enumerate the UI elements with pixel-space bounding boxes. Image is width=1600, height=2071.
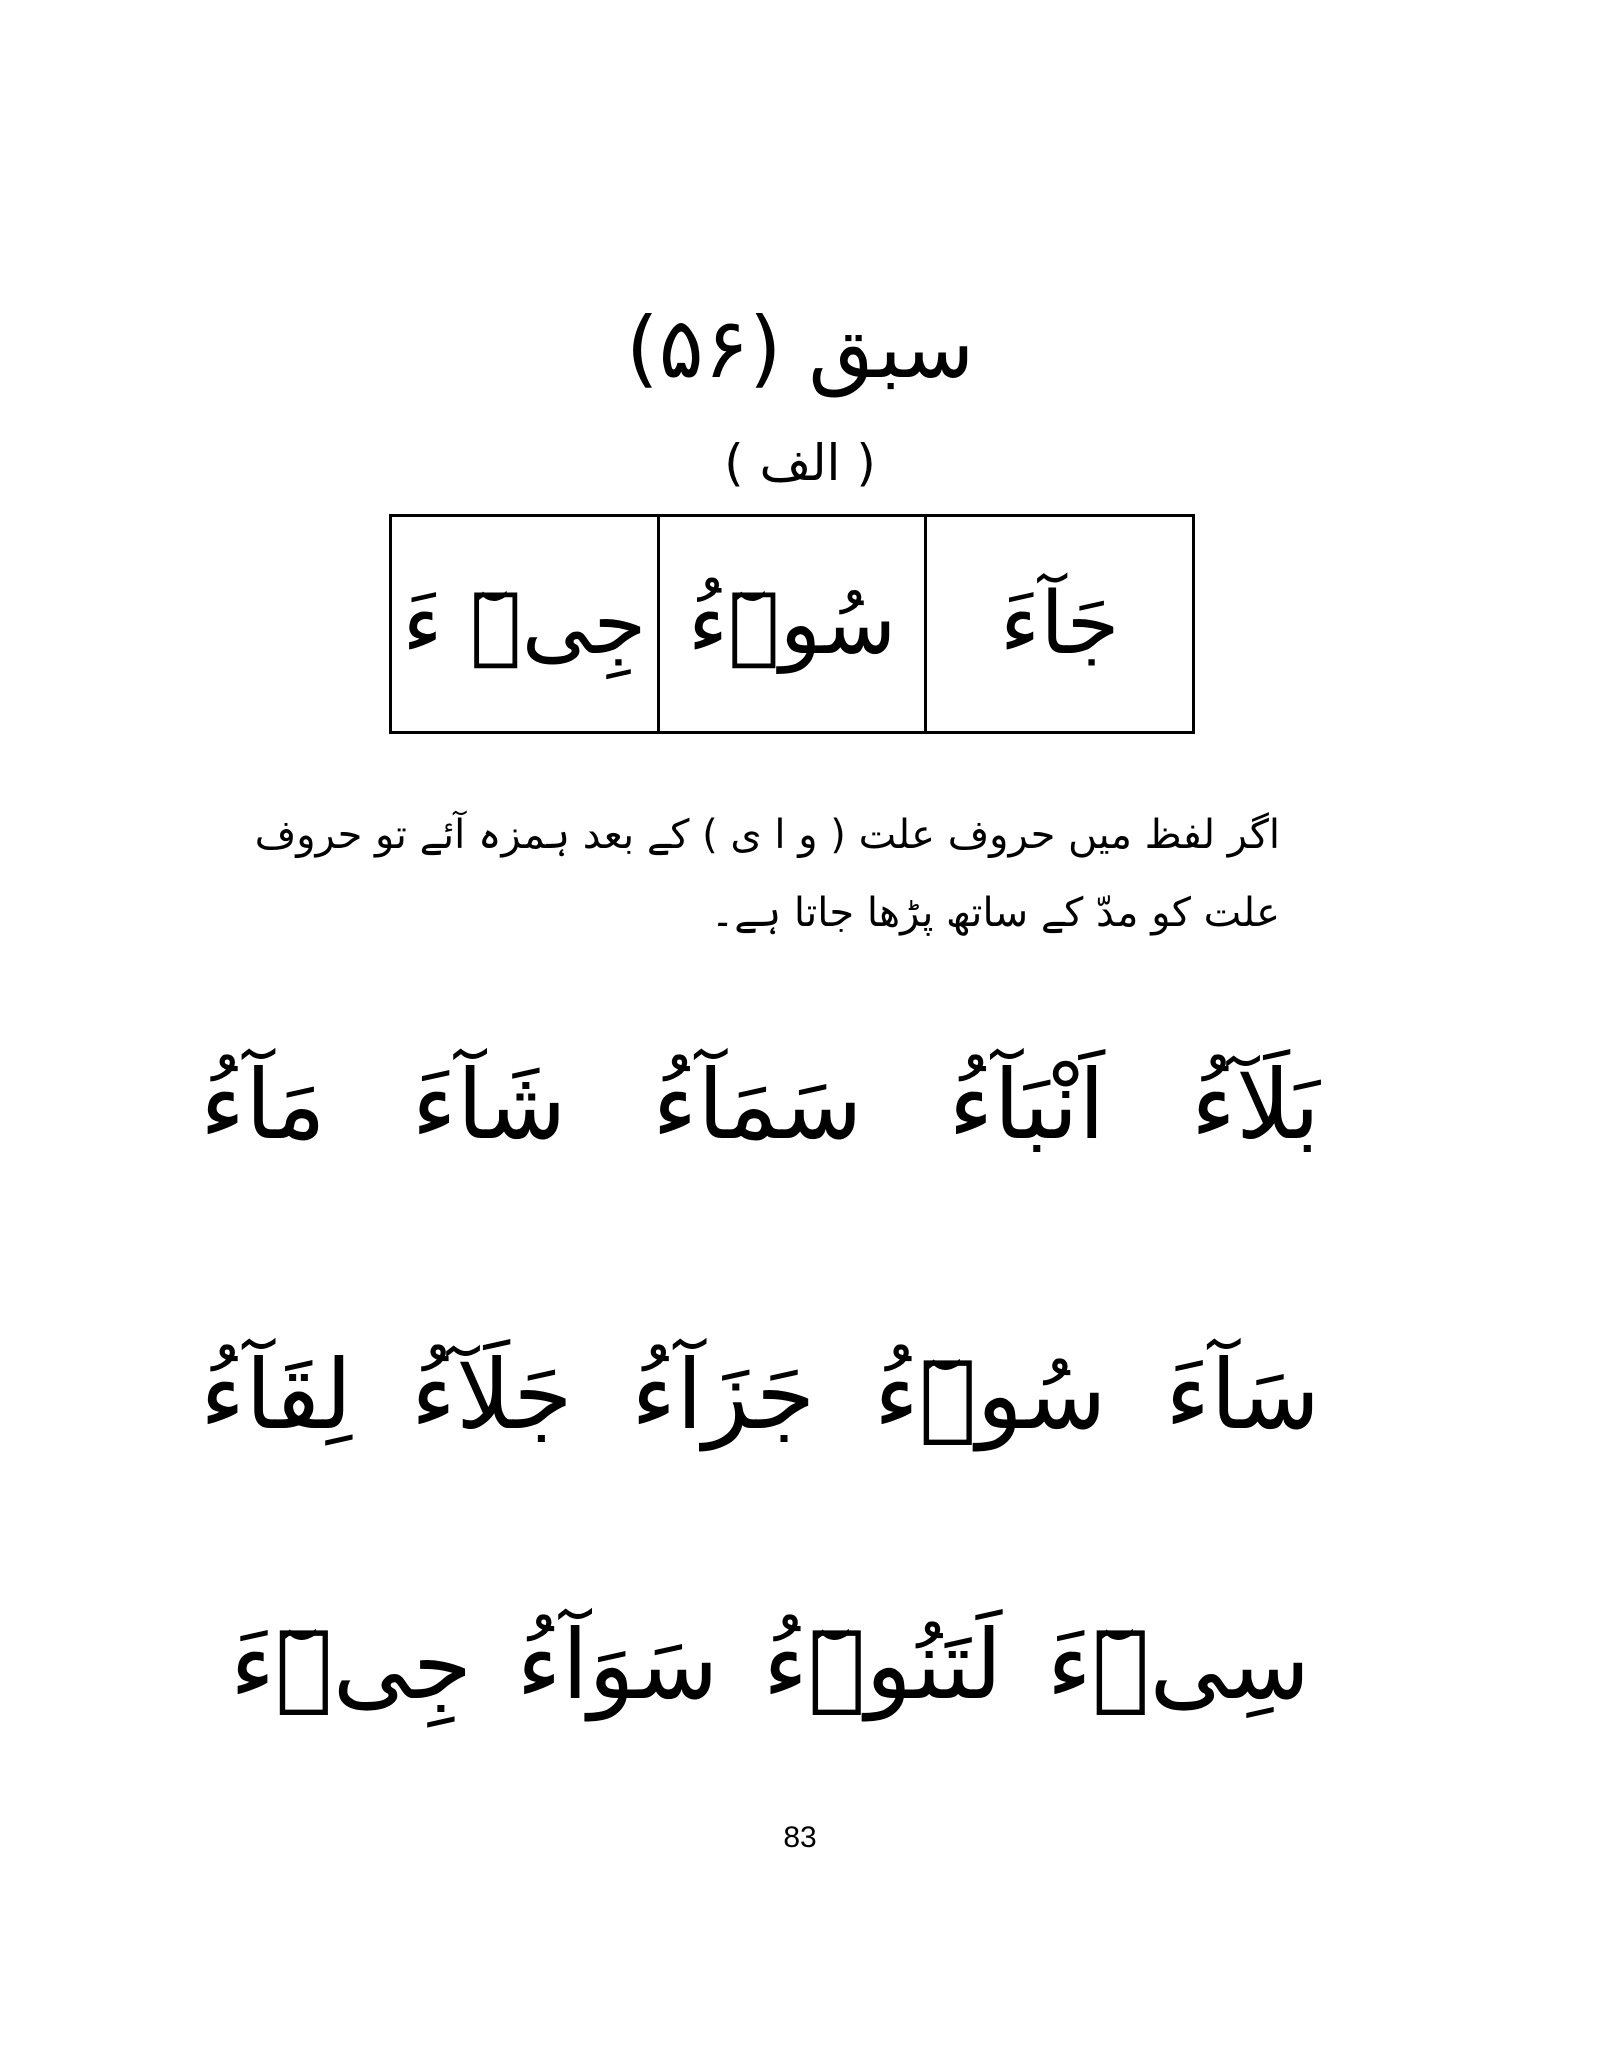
letter-cell: جِیۡٓ ءَ xyxy=(402,574,647,674)
word: جَلَآءُ xyxy=(410,1339,573,1451)
lesson-subtitle: ( الف ) xyxy=(724,434,876,492)
word: لِقَآءُ xyxy=(200,1339,353,1451)
word-row-3 xyxy=(230,1580,1310,1750)
letter-table xyxy=(389,514,1195,734)
word-row-2 xyxy=(200,1310,1320,1480)
word: لَتَنُوۡٓءُ xyxy=(762,1609,1003,1721)
word: سَمَآءُ xyxy=(652,1049,863,1161)
word: سُوۡٓءُ xyxy=(873,1339,1107,1451)
letter-cell: سُوۡٓءُ xyxy=(657,517,925,731)
lesson-title: سبق (۵۶) xyxy=(625,299,975,397)
word: شَآءَ xyxy=(411,1049,567,1161)
page-number: 83 xyxy=(783,1821,817,1854)
letter-cell: جَآءَ xyxy=(924,517,1192,731)
word: بَلَآءُ xyxy=(1190,1049,1320,1161)
word: جَزَآءُ xyxy=(631,1339,816,1451)
rule-text: اگر لفظ میں حروف علت ( و ا ی ) کے بعد ہمزہ آئے تو حروف علت کو مدّ کے ساتھ پڑھا جاتا ہے۔ xyxy=(254,812,1280,936)
word: اَنْبَآءُ xyxy=(948,1049,1106,1161)
word: جِیۡٓءَ xyxy=(230,1609,473,1721)
word: سَآءَ xyxy=(1165,1339,1320,1451)
word: سَوَآءُ xyxy=(516,1609,719,1721)
word-row-1 xyxy=(200,1020,1320,1190)
word: مَآءُ xyxy=(200,1049,326,1161)
word: سِیۡٓءَ xyxy=(1046,1609,1310,1721)
